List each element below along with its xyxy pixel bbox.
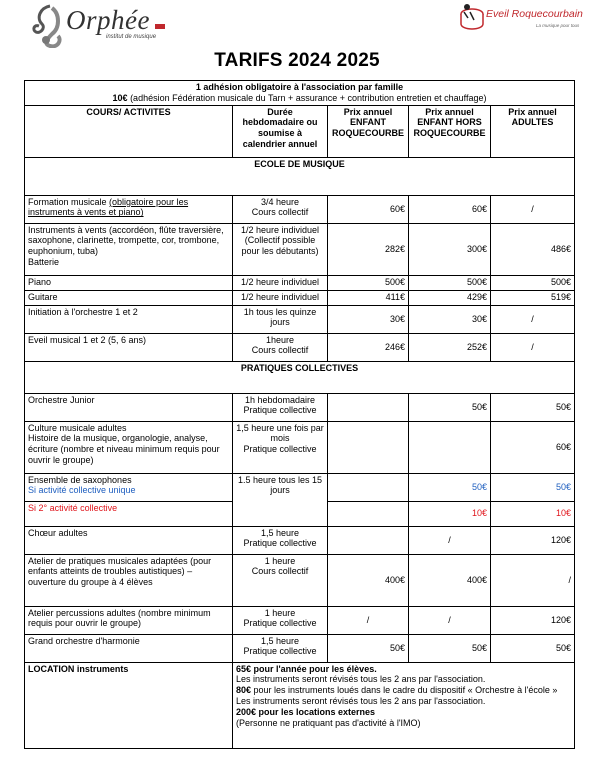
page-title: TARIFS 2024 2025 [214,50,380,71]
activity-cell: Eveil musical 1 et 2 (5, 6 ans) [25,333,233,361]
header-row [25,105,575,157]
drum-icon [458,2,488,36]
duration-cell: 1.5 heure tous les 15 jours [233,473,328,526]
price-cell: 429€ [409,290,491,305]
activity-cell: Ensemble de saxophones Si activité collective unique [25,473,233,501]
table-row [25,606,575,634]
price-cell: 400€ [328,554,409,606]
duration-cell: 1heure Cours collectif [233,333,328,361]
price-cell: 400€ [409,554,491,606]
price-cell: / [491,305,575,333]
price-cell: 50€ [409,393,491,421]
table-row [25,393,575,421]
price-cell: 411€ [328,290,409,305]
orphee-wordmark: Orphée [66,5,150,35]
price-cell: 50€ [491,473,575,501]
price-cell: 120€ [491,526,575,554]
table-row [25,305,575,333]
eveil-tagline: La musique pour tous [536,23,580,28]
price-cell: 10€ [491,501,575,526]
activity-cell: Guitare [25,290,233,305]
activity-cell: Orchestre Junior [25,393,233,421]
duration-cell: 1,5 heure Pratique collective [233,526,328,554]
section-ecole [25,157,575,195]
location-line: 65€ pour l'année pour les élèves. [236,663,377,674]
table-row [25,275,575,290]
location-line: Les instruments seront révisés tous les 2 ans par l'association. [236,695,486,706]
price-cell [328,473,409,501]
location-row [25,662,575,748]
table-row [25,526,575,554]
price-cell: / [491,195,575,223]
price-cell: 519€ [491,290,575,305]
price-cell: 300€ [409,223,491,275]
header-price-child-outside: Prix annuel ENFANT HORS ROQUECOURBE [409,105,491,157]
price-cell: / [409,526,491,554]
price-cell: 50€ [491,634,575,662]
header-price-adults: Prix annuel ADULTES [491,105,575,157]
duration-cell: 1 heure Cours collectif [233,554,328,606]
header-duration: Durée hebdomadaire ou soumise à calendrier annuel [233,105,328,157]
header-activity: COURS/ ACTIVITES [25,105,233,157]
activity-cell: Culture musicale adultes Histoire de la musique, organologie, analyse, écriture (nombre et niveau minimum requis pour ouvrir le groupe) [25,421,233,473]
activity-cell: Chœur adultes [25,526,233,554]
price-cell: 252€ [409,333,491,361]
location-details [233,662,575,748]
price-cell: 30€ [409,305,491,333]
price-cell: 60€ [328,195,409,223]
activity-cell: Atelier percussions adultes (nombre minimum requis pour ouvrir le groupe) [25,606,233,634]
price-cell [328,421,409,473]
price-cell: 10€ [409,501,491,526]
table-row [25,333,575,361]
orphee-subtitle: institut de musique [106,34,157,40]
orphee-logo [30,4,180,46]
orphee-red-mark [155,24,165,29]
price-cell: 30€ [328,305,409,333]
table-row [25,473,575,501]
activity-cell: Piano [25,275,233,290]
price-cell: / [328,606,409,634]
duration-cell: 1/2 heure individuel [233,275,328,290]
activity-cell: Initiation à l'orchestre 1 et 2 [25,305,233,333]
section-title: PRATIQUES COLLECTIVES [25,361,575,393]
price-cell: 50€ [328,634,409,662]
table-row [25,634,575,662]
duration-cell: 1 heure Pratique collective [233,606,328,634]
price-cell: / [491,333,575,361]
header-price-child-roquecourbe: Prix annuel ENFANT ROQUECOURBE [328,105,409,157]
activity-cell: Si 2° activité collective [25,501,233,526]
location-line: Les instruments seront révisés tous les 2 ans par l'association. [236,674,486,685]
duration-cell: 3/4 heure Cours collectif [233,195,328,223]
location-line: 200€ pour les locations externes [236,706,376,717]
table-row [25,554,575,606]
price-cell: / [491,554,575,606]
price-cell: 246€ [328,333,409,361]
price-cell [328,501,409,526]
section-title: ECOLE DE MUSIQUE [25,157,575,195]
price-cell: 500€ [328,275,409,290]
table-row [25,421,575,473]
price-cell: 500€ [409,275,491,290]
membership-note: 1 adhésion obligatoire à l'association par famille 10€ (adhésion Fédération musicale du Tarn + assurance + contribution entretien et chauffage) [25,81,575,106]
price-cell: 500€ [491,275,575,290]
eveil-logo [458,2,583,36]
duration-cell: 1,5 heure Pratique collective [233,634,328,662]
activity-cell: Formation musicale (obligatoire pour les instruments à vents et piano) [25,195,233,223]
eveil-wordmark: Eveil Roquecourbain [486,8,583,20]
price-cell: 50€ [409,473,491,501]
section-pratiques [25,361,575,393]
duration-cell: 1,5 heure une fois par mois Pratique collective [233,421,328,473]
price-cell: 486€ [491,223,575,275]
duration-cell: 1/2 heure individuel (Collectif possible pour les débutants) [233,223,328,275]
duration-cell: 1h hebdomadaire Pratique collective [233,393,328,421]
price-cell: 282€ [328,223,409,275]
price-cell: 120€ [491,606,575,634]
tarifs-table [24,80,575,749]
price-cell [328,526,409,554]
duration-cell: 1h tous les quinze jours [233,305,328,333]
price-cell: 60€ [409,195,491,223]
location-line: 80€ pour les instruments loués dans le cadre du dispositif « Orchestre à l'école » [236,685,558,696]
price-cell [328,393,409,421]
table-row [25,223,575,275]
location-label: LOCATION instruments [25,662,233,748]
price-cell: 50€ [409,634,491,662]
price-cell [409,421,491,473]
activity-cell: Instruments à vents (accordéon, flûte traversière, saxophone, clarinette, trompette, cor, trombone, euphonium, tuba) Batterie [25,223,233,275]
table-row [25,290,575,305]
guitar-clef-icon [30,4,70,48]
price-cell: / [409,606,491,634]
table-row [25,195,575,223]
price-cell: 50€ [491,393,575,421]
membership-row [25,81,575,106]
price-cell: 60€ [491,421,575,473]
location-line: (Personne ne pratiquant pas d'activité à l'IMO) [236,717,421,728]
duration-cell: 1/2 heure individuel [233,290,328,305]
activity-cell: Atelier de pratiques musicales adaptées (pour enfants atteints de troubles autistiques) – ouverture du groupe à 4 élèves [25,554,233,606]
activity-cell: Grand orchestre d'harmonie [25,634,233,662]
